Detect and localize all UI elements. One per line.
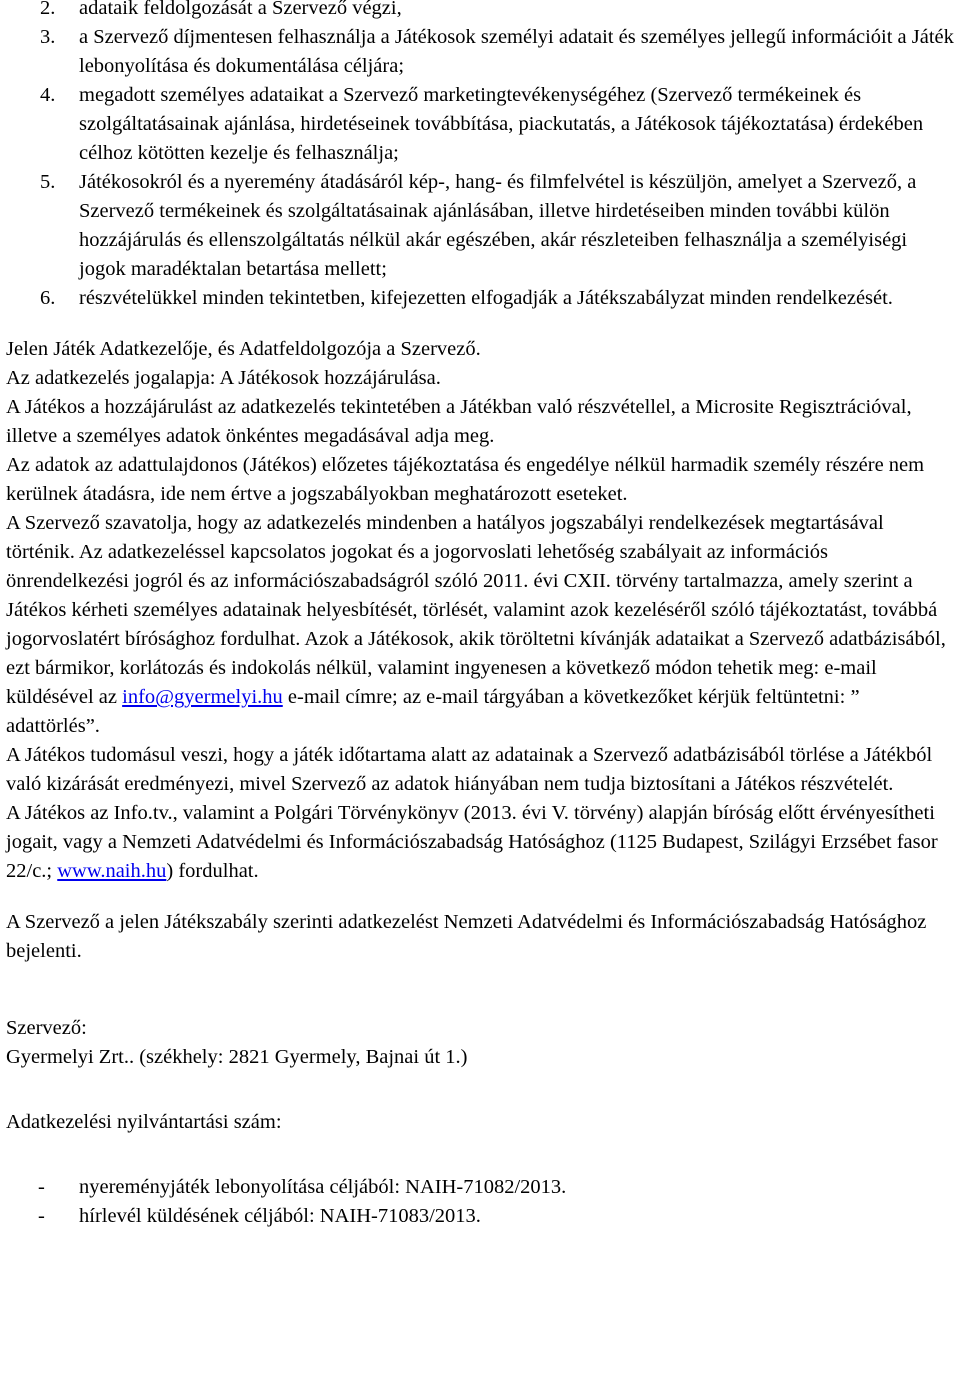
list-number: 3.	[40, 26, 56, 48]
list-item-text: a Szervező díjmentesen felhasználja a Játékosok személyi adatait és személyes jellegű információit a Játék lebonyolítása és dokumentálása céljára;	[79, 26, 954, 77]
list-number: 5.	[40, 171, 56, 193]
list-item	[6, 0, 956, 23]
enforcement-text-end: ) fordulhat.	[166, 860, 259, 882]
list-item	[6, 23, 956, 81]
email-link[interactable]: info@gyermelyi.hu	[122, 686, 283, 708]
data-rights-paragraph	[6, 509, 956, 741]
data-rights-text: A Szervező szavatolja, hogy az adatkezelés mindenben a hatályos jogszabályi rendelkezések megtartásával történik. Az adatkezeléssel kapcsolatos jogokat és a jogorvoslati lehetőség szabályait az információs önrendelkezési jogról és az információszabadságról szóló 2011. évi CXII. törvény tartalmazza, amely szerint a Játékos kérheti személyes adatainak helyesbítését, törlését, valamint azok kezeléséről szóló tájékoztatást, továbbá jogorvoslatért bírósághoz fordulhat. Azok a Játékosok, akik töröltetni kívánják adataikat a Szervező adatbázisából, ezt bármikor, korlátozás és indokolás nélkül, valamint ingyenesen a következő módon tehetik meg: e-mail küldésével az	[6, 512, 946, 708]
list-number: 6.	[40, 287, 56, 309]
naih-link[interactable]: www.naih.hu	[57, 860, 167, 882]
organizer-label: Szervező:	[6, 1017, 87, 1039]
data-transfer-paragraph: Az adatok az adattulajdonos (Játékos) előzetes tájékoztatása és engedélye nélkül harmadik személy részére nem kerülnek átadásra, ide nem értve a jogszabályokban meghatározott eseteket.	[6, 454, 925, 505]
enforcement-paragraph	[6, 799, 956, 886]
registration-item-text: hírlevél küldésének céljából: NAIH-71083/2013.	[79, 1205, 481, 1227]
document-page	[6, 0, 956, 1231]
dash-bullet: -	[38, 1205, 45, 1227]
list-number: 4.	[40, 84, 56, 106]
controller-paragraph: Jelen Játék Adatkezelője, és Adatfeldolgozója a Szervező.	[6, 338, 481, 360]
consent-list	[6, 0, 956, 313]
list-item	[6, 1173, 956, 1202]
legal-basis-paragraph: Az adatkezelés jogalapja: A Játékosok hozzájárulása.	[6, 367, 441, 389]
list-item-text: részvételükkel minden tekintetben, kifejezetten elfogadják a Játékszabályzat minden rendelkezését.	[79, 287, 893, 309]
registration-item-text: nyereményjáték lebonyolítása céljából: NAIH-71082/2013.	[79, 1176, 567, 1198]
organizer-value: Gyermelyi Zrt.. (székhely: 2821 Gyermely, Bajnai út 1.)	[6, 1046, 468, 1068]
consent-paragraph: A Játékos a hozzájárulást az adatkezelés tekintetében a Játékban való részvétellel, a Microsite Regisztrációval, illetve a személyes adatok önkéntes megadásával adja meg.	[6, 396, 912, 447]
list-item	[6, 81, 956, 168]
list-item	[6, 284, 956, 313]
list-item-text: adataik feldolgozását a Szervező végzi,	[79, 0, 402, 19]
dash-bullet: -	[38, 1176, 45, 1198]
list-item	[6, 168, 956, 284]
list-item-text: megadott személyes adataikat a Szervező marketingtevékenységéhez (Szervező termékeinek és szolgáltatásainak ajánlása, hirdetéseinek továbbítása, piackutatás, a Játékosok tájékoztatása) érdekében célhoz kötötten kezelje és felhasználja;	[79, 84, 924, 164]
report-paragraph: A Szervező a jelen Játékszabály szerinti adatkezelést Nemzeti Adatvédelmi és Információszabadság Hatósághoz bejelenti.	[6, 911, 927, 962]
enforcement-text: A Játékos az Info.tv., valamint a Polgári Törvénykönyv (2013. évi V. törvény) alapján bíróság előtt érvényesítheti jogait, vagy a Nemzeti Adatvédelmi és Információszabadság Hatósághoz (1125 Budapest, Szilágyi Erzsébet fasor 22/c.;	[6, 802, 938, 882]
data-rights-text-end: e-mail címre; az e-mail tárgyában a következőket kérjük feltüntetni: ” adattörlés”.	[6, 686, 860, 737]
list-item	[6, 1202, 956, 1231]
registration-list	[6, 1173, 956, 1231]
list-item-text: Játékosokról és a nyeremény átadásáról kép-, hang- és filmfelvétel is készüljön, amelyet a Szervező, a Szervező termékeinek és szolgáltatásainak ajánlásában, illetve hirdetéseiben minden további külön hozzájárulás és ellenszolgáltatás nélkül akár egészében, akár részleteiben felhasználja a személyiségi jogok maradéktalan betartása mellett;	[79, 171, 917, 280]
list-number: 2.	[40, 0, 56, 19]
deletion-paragraph: A Játékos tudomásul veszi, hogy a játék időtartama alatt az adatainak a Szervező adatbázisából törlése a Játékból való kizárását eredményezi, mivel Szervező az adatok hiányában nem tudja biztosítani a Játékos részvételét.	[6, 744, 933, 795]
registration-label: Adatkezelési nyilvántartási szám:	[6, 1111, 282, 1133]
